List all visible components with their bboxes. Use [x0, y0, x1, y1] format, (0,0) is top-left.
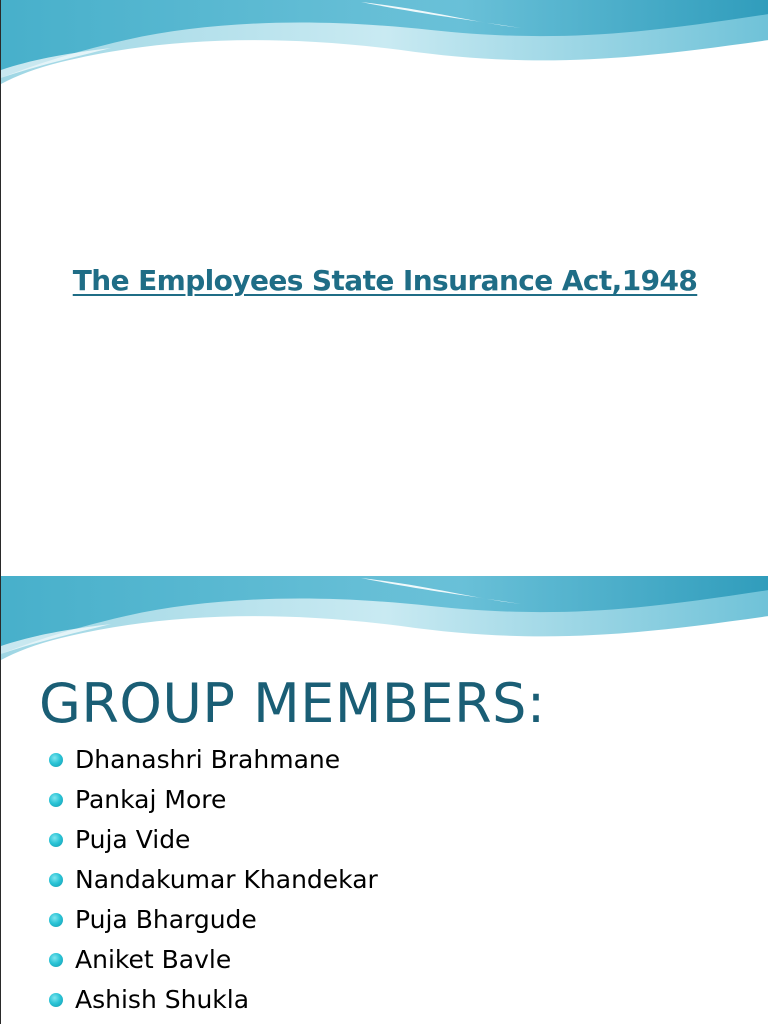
list-item: [49, 860, 378, 900]
member-name: Nandakumar Khandekar: [75, 865, 378, 894]
member-name: Dhanashri Brahmane: [75, 745, 341, 774]
bullet-icon: [49, 753, 63, 767]
wave-header-decoration: [1, 0, 768, 100]
member-name: Puja Vide: [75, 825, 191, 854]
bullet-icon: [49, 993, 63, 1007]
list-item: [49, 740, 378, 780]
bullet-icon: [49, 793, 63, 807]
member-name: Pankaj More: [75, 785, 227, 814]
list-item: [49, 940, 378, 980]
list-item: [49, 780, 378, 820]
members-list: [49, 740, 378, 1020]
wave-header-decoration: [1, 576, 768, 676]
member-name: Ashish Shukla: [75, 985, 250, 1014]
bullet-icon: [49, 913, 63, 927]
group-members-heading: GROUP MEMBERS:: [39, 672, 546, 735]
list-item: [49, 900, 378, 940]
presentation-title-text: The Employees State Insurance Act,1948: [72, 264, 698, 297]
slide-group-members: [0, 576, 768, 1024]
list-item: [49, 980, 378, 1020]
bullet-icon: [49, 833, 63, 847]
bullet-icon: [49, 953, 63, 967]
member-name: Aniket Bavle: [75, 945, 232, 974]
list-item: [49, 820, 378, 860]
presentation-title: [1, 264, 768, 297]
bullet-icon: [49, 873, 63, 887]
member-name: Puja Bhargude: [75, 905, 257, 934]
